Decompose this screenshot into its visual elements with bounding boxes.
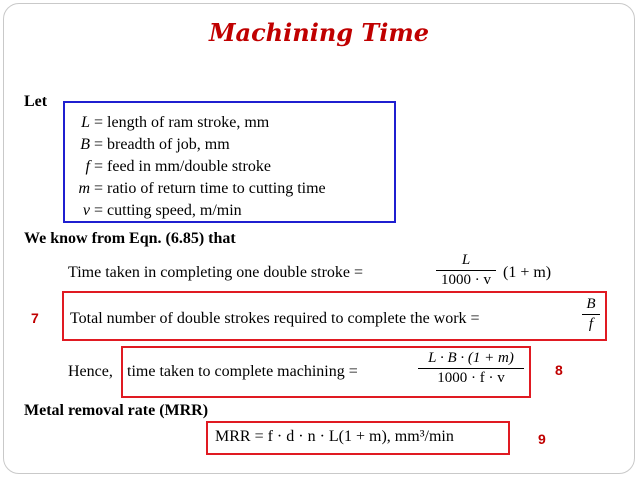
slide-title: Machining Time (208, 18, 430, 47)
definitions-list (72, 112, 326, 222)
equation-number-8: 8 (555, 362, 563, 378)
we-know-text: We know from Eqn. (6.85) that (24, 230, 236, 247)
time-double-stroke-label: Time taken in completing one double stroke = (68, 264, 364, 281)
fraction-denominator: 1000 · v (441, 272, 491, 288)
fraction-numerator: L (461, 252, 471, 268)
fraction-denominator: 1000 · f · v (437, 370, 505, 386)
equation-number-7: 7 (31, 310, 39, 326)
mrr-equation: MRR = f · d · n · L(1 + m), mm³/min (215, 428, 454, 445)
time-double-stroke-suffix: (1 + m) (503, 264, 552, 281)
equation-number-9: 9 (538, 431, 546, 447)
machining-time-label: time taken to complete machining = (127, 363, 358, 380)
fraction-numerator: L · B · (1 + m) (428, 350, 514, 366)
fraction-numerator: B (586, 296, 596, 312)
definition-row: m = ratio of return time to cutting time (78, 180, 326, 197)
definition-row: v = cutting speed, m/min (82, 202, 242, 219)
fraction-denominator: f (588, 316, 594, 332)
definition-row: f = feed in mm/double stroke (85, 158, 271, 175)
fraction-bar (418, 368, 524, 369)
time-double-stroke-fraction (436, 252, 496, 289)
total-strokes-fraction (582, 296, 600, 333)
hence-label: Hence, (68, 363, 113, 380)
machining-time-fraction (418, 350, 524, 387)
definition-row: B = breadth of job, mm (80, 136, 230, 153)
let-label: Let (24, 93, 48, 110)
fraction-bar (436, 270, 496, 271)
mrr-heading: Metal removal rate (MRR) (24, 402, 209, 419)
total-strokes-label: Total number of double strokes required to complete the work = (70, 310, 480, 327)
fraction-bar (582, 314, 600, 315)
definition-row: L = length of ram stroke, mm (81, 114, 270, 131)
